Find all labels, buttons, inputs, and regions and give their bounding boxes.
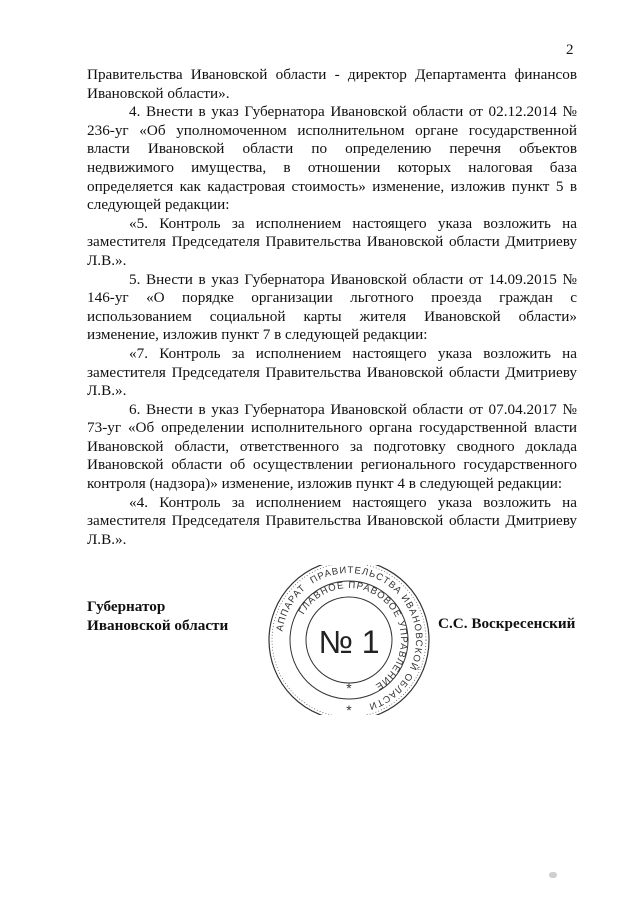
stamp-bottom-star: * — [346, 702, 352, 715]
signatory-title-line-1: Губернатор — [87, 598, 166, 615]
signatory-title-line-2: Ивановской области — [87, 616, 229, 634]
paragraph-quote-4: «4. Контроль за исполнением настоящего указа возложить на заместителя Председателя Правительства Ивановской области Дмитриеву Л.В.». — [87, 493, 577, 548]
paragraph-quote-5: «5. Контроль за исполнением настоящего указа возложить на заместителя Председателя Правительства Ивановской области Дмитриеву Л.В.». — [87, 214, 577, 269]
stamp-star: * — [346, 680, 352, 696]
stamp-inner-text: ГЛАВНОЕ ПРАВОВОЕ УПРАВЛЕНИЕ — [296, 579, 410, 693]
document-body — [87, 66, 577, 549]
stamp-outer-text: АППАРАТ ПРАВИТЕЛЬСТВА ИВАНОВСКОЙ ОБЛАСТИ — [274, 565, 425, 712]
paragraph-item-5: 5. Внести в указ Губернатора Ивановской области от 14.09.2015 № 146-уг «О порядке организации льготного проезда граждан с использованием социальной карты жителя Ивановской области» изменение, изложив пункт 7 в следующей редакции: — [87, 270, 577, 344]
scan-speck — [549, 872, 557, 878]
stamp-center-number: № 1 — [318, 624, 380, 660]
paragraph-item-4: 4. Внести в указ Губернатора Ивановской области от 02.12.2014 № 236-уг «Об уполномоченном исполнительном органе государственной власти Ивановской области по определению перечня объектов недвижимого имущества, в отношении которых налоговая база определяется как кадастровая стоимость» изменение, изложив пункт 5 в следующей редакции: — [87, 103, 577, 214]
official-stamp — [262, 565, 436, 715]
paragraph-quote-7: «7. Контроль за исполнением настоящего указа возложить на заместителя Председателя Правительства Ивановской области Дмитриеву Л.В.». — [87, 344, 577, 400]
signatory-name: С.С. Воскресенский — [438, 615, 576, 632]
paragraph-item-6: 6. Внести в указ Губернатора Ивановской области от 07.04.2017 № 73-уг «Об определении исполнительного органа государственной власти Ивановской области, ответственного за подготовку сводного доклада Ивановской области об осуществлении регионального государственного контроля (надзора)» изменение, изложив пункт 4 в следующей редакции: — [87, 400, 577, 493]
page-number: 2 — [566, 42, 574, 58]
signatory-title — [87, 598, 228, 635]
paragraph-continuation: Правительства Ивановской области - директор Департамента финансов Ивановской области». — [87, 66, 577, 102]
